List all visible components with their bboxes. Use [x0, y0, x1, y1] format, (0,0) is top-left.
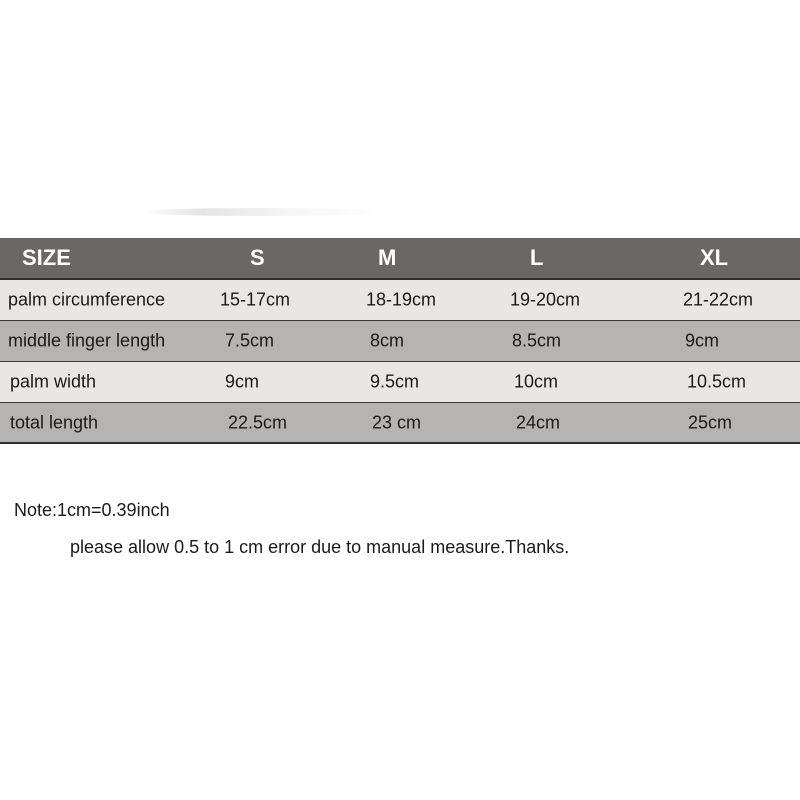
cell-s: 15-17cm	[220, 289, 291, 310]
cell-l: 8.5cm	[512, 330, 562, 351]
header-xl: XL	[700, 245, 729, 270]
header-l: L	[530, 245, 544, 270]
cell-m: 8cm	[370, 330, 405, 351]
table-row-middle-finger-length	[0, 321, 800, 362]
measurement-disclaimer: please allow 0.5 to 1 cm error due to manual measure.Thanks.	[70, 537, 570, 557]
cell-l: 10cm	[514, 371, 559, 392]
row-label: middle finger length	[8, 330, 166, 351]
size-chart-table	[0, 238, 800, 444]
cell-xl: 10.5cm	[687, 371, 747, 392]
table-row-total-length	[0, 403, 800, 444]
cell-xl: 25cm	[688, 412, 733, 432]
cell-s: 7.5cm	[225, 330, 275, 351]
table-row-palm-circumference	[0, 280, 800, 321]
cell-s: 22.5cm	[228, 412, 288, 432]
cell-m: 9.5cm	[370, 371, 420, 392]
conversion-note: Note:1cm=0.39inch	[14, 500, 170, 520]
header-size: SIZE	[22, 245, 71, 270]
row-label: total length	[10, 412, 99, 432]
row-label: palm width	[10, 371, 97, 392]
cell-m: 23 cm	[372, 412, 422, 432]
row-label: palm circumference	[8, 289, 166, 310]
cell-l: 19-20cm	[510, 289, 581, 310]
cell-xl: 21-22cm	[683, 289, 754, 310]
table-row-palm-width	[0, 362, 800, 403]
cell-l: 24cm	[516, 412, 561, 432]
cell-s: 9cm	[225, 371, 260, 392]
header-s: S	[250, 245, 265, 270]
cell-m: 18-19cm	[366, 289, 437, 310]
header-m: M	[378, 245, 397, 270]
table-header-row	[0, 238, 800, 280]
decorative-smudge	[140, 208, 390, 216]
cell-xl: 9cm	[685, 330, 720, 351]
